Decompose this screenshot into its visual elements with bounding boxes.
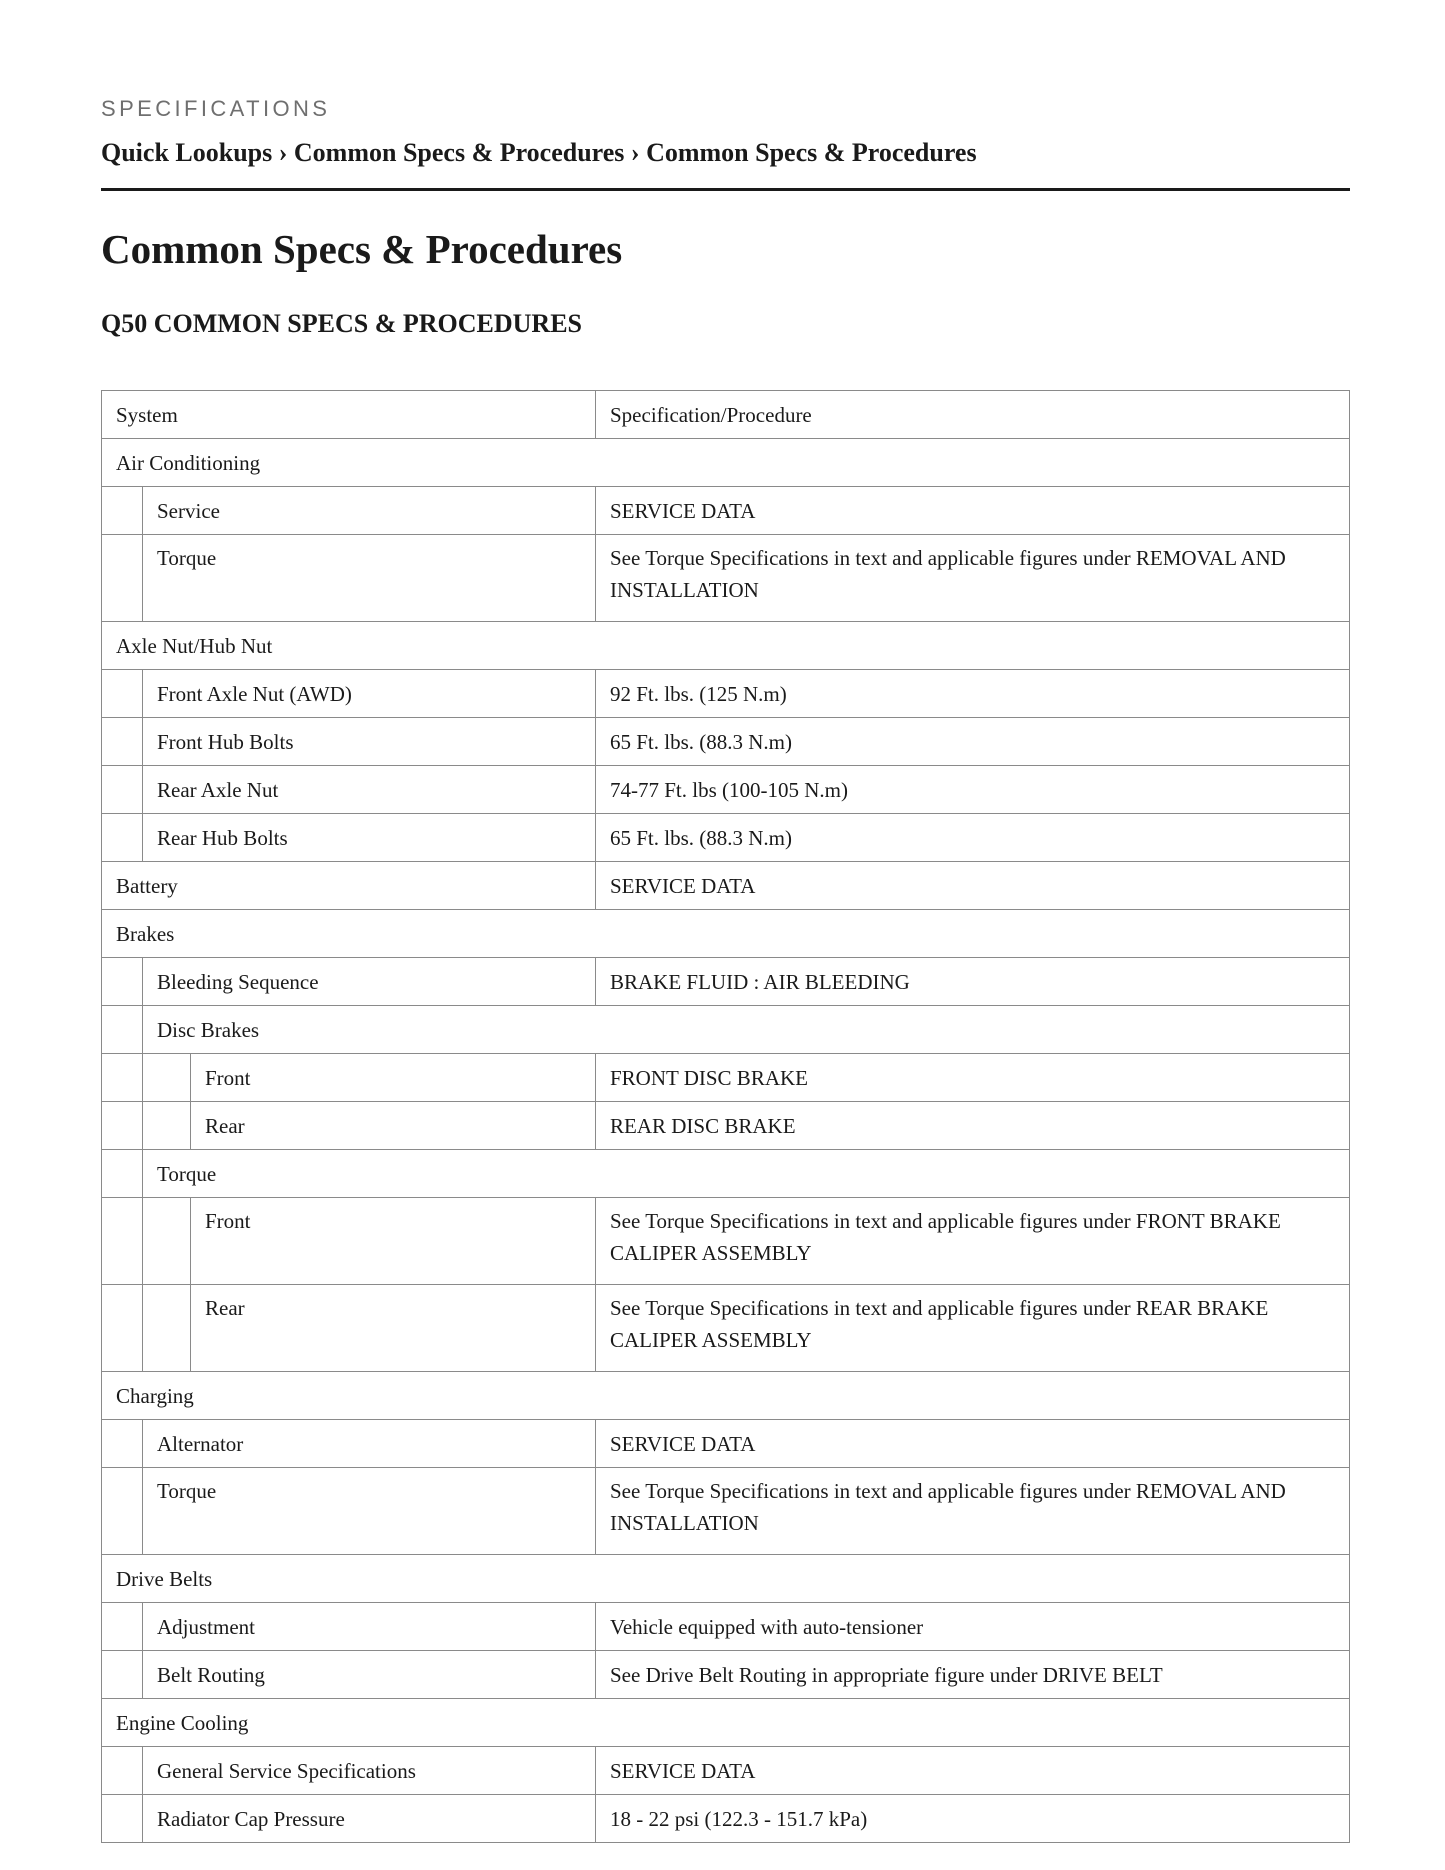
indent-cell [143, 1054, 191, 1102]
row-label: Service [143, 487, 596, 535]
indent-cell [143, 1198, 191, 1285]
table-row [102, 1747, 1350, 1795]
row-label: Rear [191, 1102, 596, 1150]
table-row [102, 814, 1350, 862]
table-row [102, 1102, 1350, 1150]
row-label: Radiator Cap Pressure [143, 1795, 596, 1843]
row-label: Belt Routing [143, 1651, 596, 1699]
row-value: 65 Ft. lbs. (88.3 N.m) [596, 718, 1350, 766]
table-row [102, 910, 1350, 958]
indent-cell [102, 1198, 143, 1285]
table-header-row [102, 391, 1350, 439]
indent-cell [102, 1102, 143, 1150]
table-row [102, 1006, 1350, 1054]
breadcrumb: Quick Lookups › Common Specs & Procedures › Common Specs & Procedures [101, 138, 977, 167]
indent-cell [143, 1102, 191, 1150]
row-label: Rear Axle Nut [143, 766, 596, 814]
indent-cell [102, 487, 143, 535]
indent-cell [102, 670, 143, 718]
indent-cell [102, 766, 143, 814]
table-row [102, 1795, 1350, 1843]
row-value: SERVICE DATA [596, 487, 1350, 535]
indent-cell [102, 1747, 143, 1795]
indent-cell [102, 1150, 143, 1198]
row-value: SERVICE DATA [596, 862, 1350, 910]
header-divider [101, 188, 1350, 191]
table-row [102, 670, 1350, 718]
row-value: FRONT DISC BRAKE [596, 1054, 1350, 1102]
row-value: BRAKE FLUID : AIR BLEEDING [596, 958, 1350, 1006]
row-value: See Torque Specifications in text and applicable figures under FRONT BRAKE CALIPER ASSEMBLY [596, 1198, 1350, 1285]
row-label: Front Axle Nut (AWD) [143, 670, 596, 718]
table-row [102, 1150, 1350, 1198]
row-label: Bleeding Sequence [143, 958, 596, 1006]
row-value: 92 Ft. lbs. (125 N.m) [596, 670, 1350, 718]
table-row [102, 535, 1350, 622]
header-spec: Specification/Procedure [596, 391, 1350, 439]
row-label: Rear Hub Bolts [143, 814, 596, 862]
table-row [102, 1372, 1350, 1420]
row-value: SERVICE DATA [596, 1747, 1350, 1795]
table-row [102, 622, 1350, 670]
row-value: SERVICE DATA [596, 1420, 1350, 1468]
indent-cell [102, 718, 143, 766]
table-row [102, 1603, 1350, 1651]
row-value: See Torque Specifications in text and applicable figures under REMOVAL AND INSTALLATION [596, 535, 1350, 622]
row-label: Front [191, 1198, 596, 1285]
row-label: Torque [143, 535, 596, 622]
indent-cell [102, 1603, 143, 1651]
row-label: Adjustment [143, 1603, 596, 1651]
table-row [102, 487, 1350, 535]
table-row [102, 1198, 1350, 1285]
table-row [102, 1555, 1350, 1603]
row-value: 18 - 22 psi (122.3 - 151.7 kPa) [596, 1795, 1350, 1843]
indent-cell [102, 1006, 143, 1054]
row-label: Air Conditioning [102, 439, 1350, 487]
row-label: Rear [191, 1285, 596, 1372]
specs-table [101, 390, 1350, 1843]
row-label: Alternator [143, 1420, 596, 1468]
page-title: Common Specs & Procedures [101, 226, 623, 272]
row-value: 74-77 Ft. lbs (100-105 N.m) [596, 766, 1350, 814]
row-value: See Torque Specifications in text and applicable figures under REAR BRAKE CALIPER ASSEMBLY [596, 1285, 1350, 1372]
table-row [102, 439, 1350, 487]
page-subtitle: Q50 COMMON SPECS & PROCEDURES [101, 309, 583, 338]
row-label: Drive Belts [102, 1555, 1350, 1603]
table-row [102, 718, 1350, 766]
indent-cell [102, 1795, 143, 1843]
row-label: Torque [143, 1468, 596, 1555]
table-row [102, 1699, 1350, 1747]
indent-cell [143, 1285, 191, 1372]
indent-cell [102, 1285, 143, 1372]
table-row [102, 766, 1350, 814]
table-row [102, 1651, 1350, 1699]
row-value: See Torque Specifications in text and applicable figures under REMOVAL AND INSTALLATION [596, 1468, 1350, 1555]
indent-cell [102, 1420, 143, 1468]
indent-cell [102, 535, 143, 622]
table-row [102, 1468, 1350, 1555]
row-value: 65 Ft. lbs. (88.3 N.m) [596, 814, 1350, 862]
indent-cell [102, 958, 143, 1006]
row-value: REAR DISC BRAKE [596, 1102, 1350, 1150]
row-value: See Drive Belt Routing in appropriate figure under DRIVE BELT [596, 1651, 1350, 1699]
table-row [102, 1285, 1350, 1372]
row-label: Brakes [102, 910, 1350, 958]
table-row [102, 1054, 1350, 1102]
indent-cell [102, 814, 143, 862]
row-label: Charging [102, 1372, 1350, 1420]
header-system: System [102, 391, 596, 439]
indent-cell [102, 1468, 143, 1555]
row-label: Engine Cooling [102, 1699, 1350, 1747]
table-row [102, 862, 1350, 910]
row-label: Front Hub Bolts [143, 718, 596, 766]
row-label: Battery [102, 862, 596, 910]
row-label: Disc Brakes [143, 1006, 1350, 1054]
table-row [102, 958, 1350, 1006]
row-label: Front [191, 1054, 596, 1102]
table-row [102, 1420, 1350, 1468]
specs-table-body [102, 391, 1350, 1843]
indent-cell [102, 1651, 143, 1699]
indent-cell [102, 1054, 143, 1102]
row-label: Torque [143, 1150, 1350, 1198]
row-label: Axle Nut/Hub Nut [102, 622, 1350, 670]
row-label: General Service Specifications [143, 1747, 596, 1795]
section-label: SPECIFICATIONS [101, 96, 331, 121]
row-value: Vehicle equipped with auto-tensioner [596, 1603, 1350, 1651]
